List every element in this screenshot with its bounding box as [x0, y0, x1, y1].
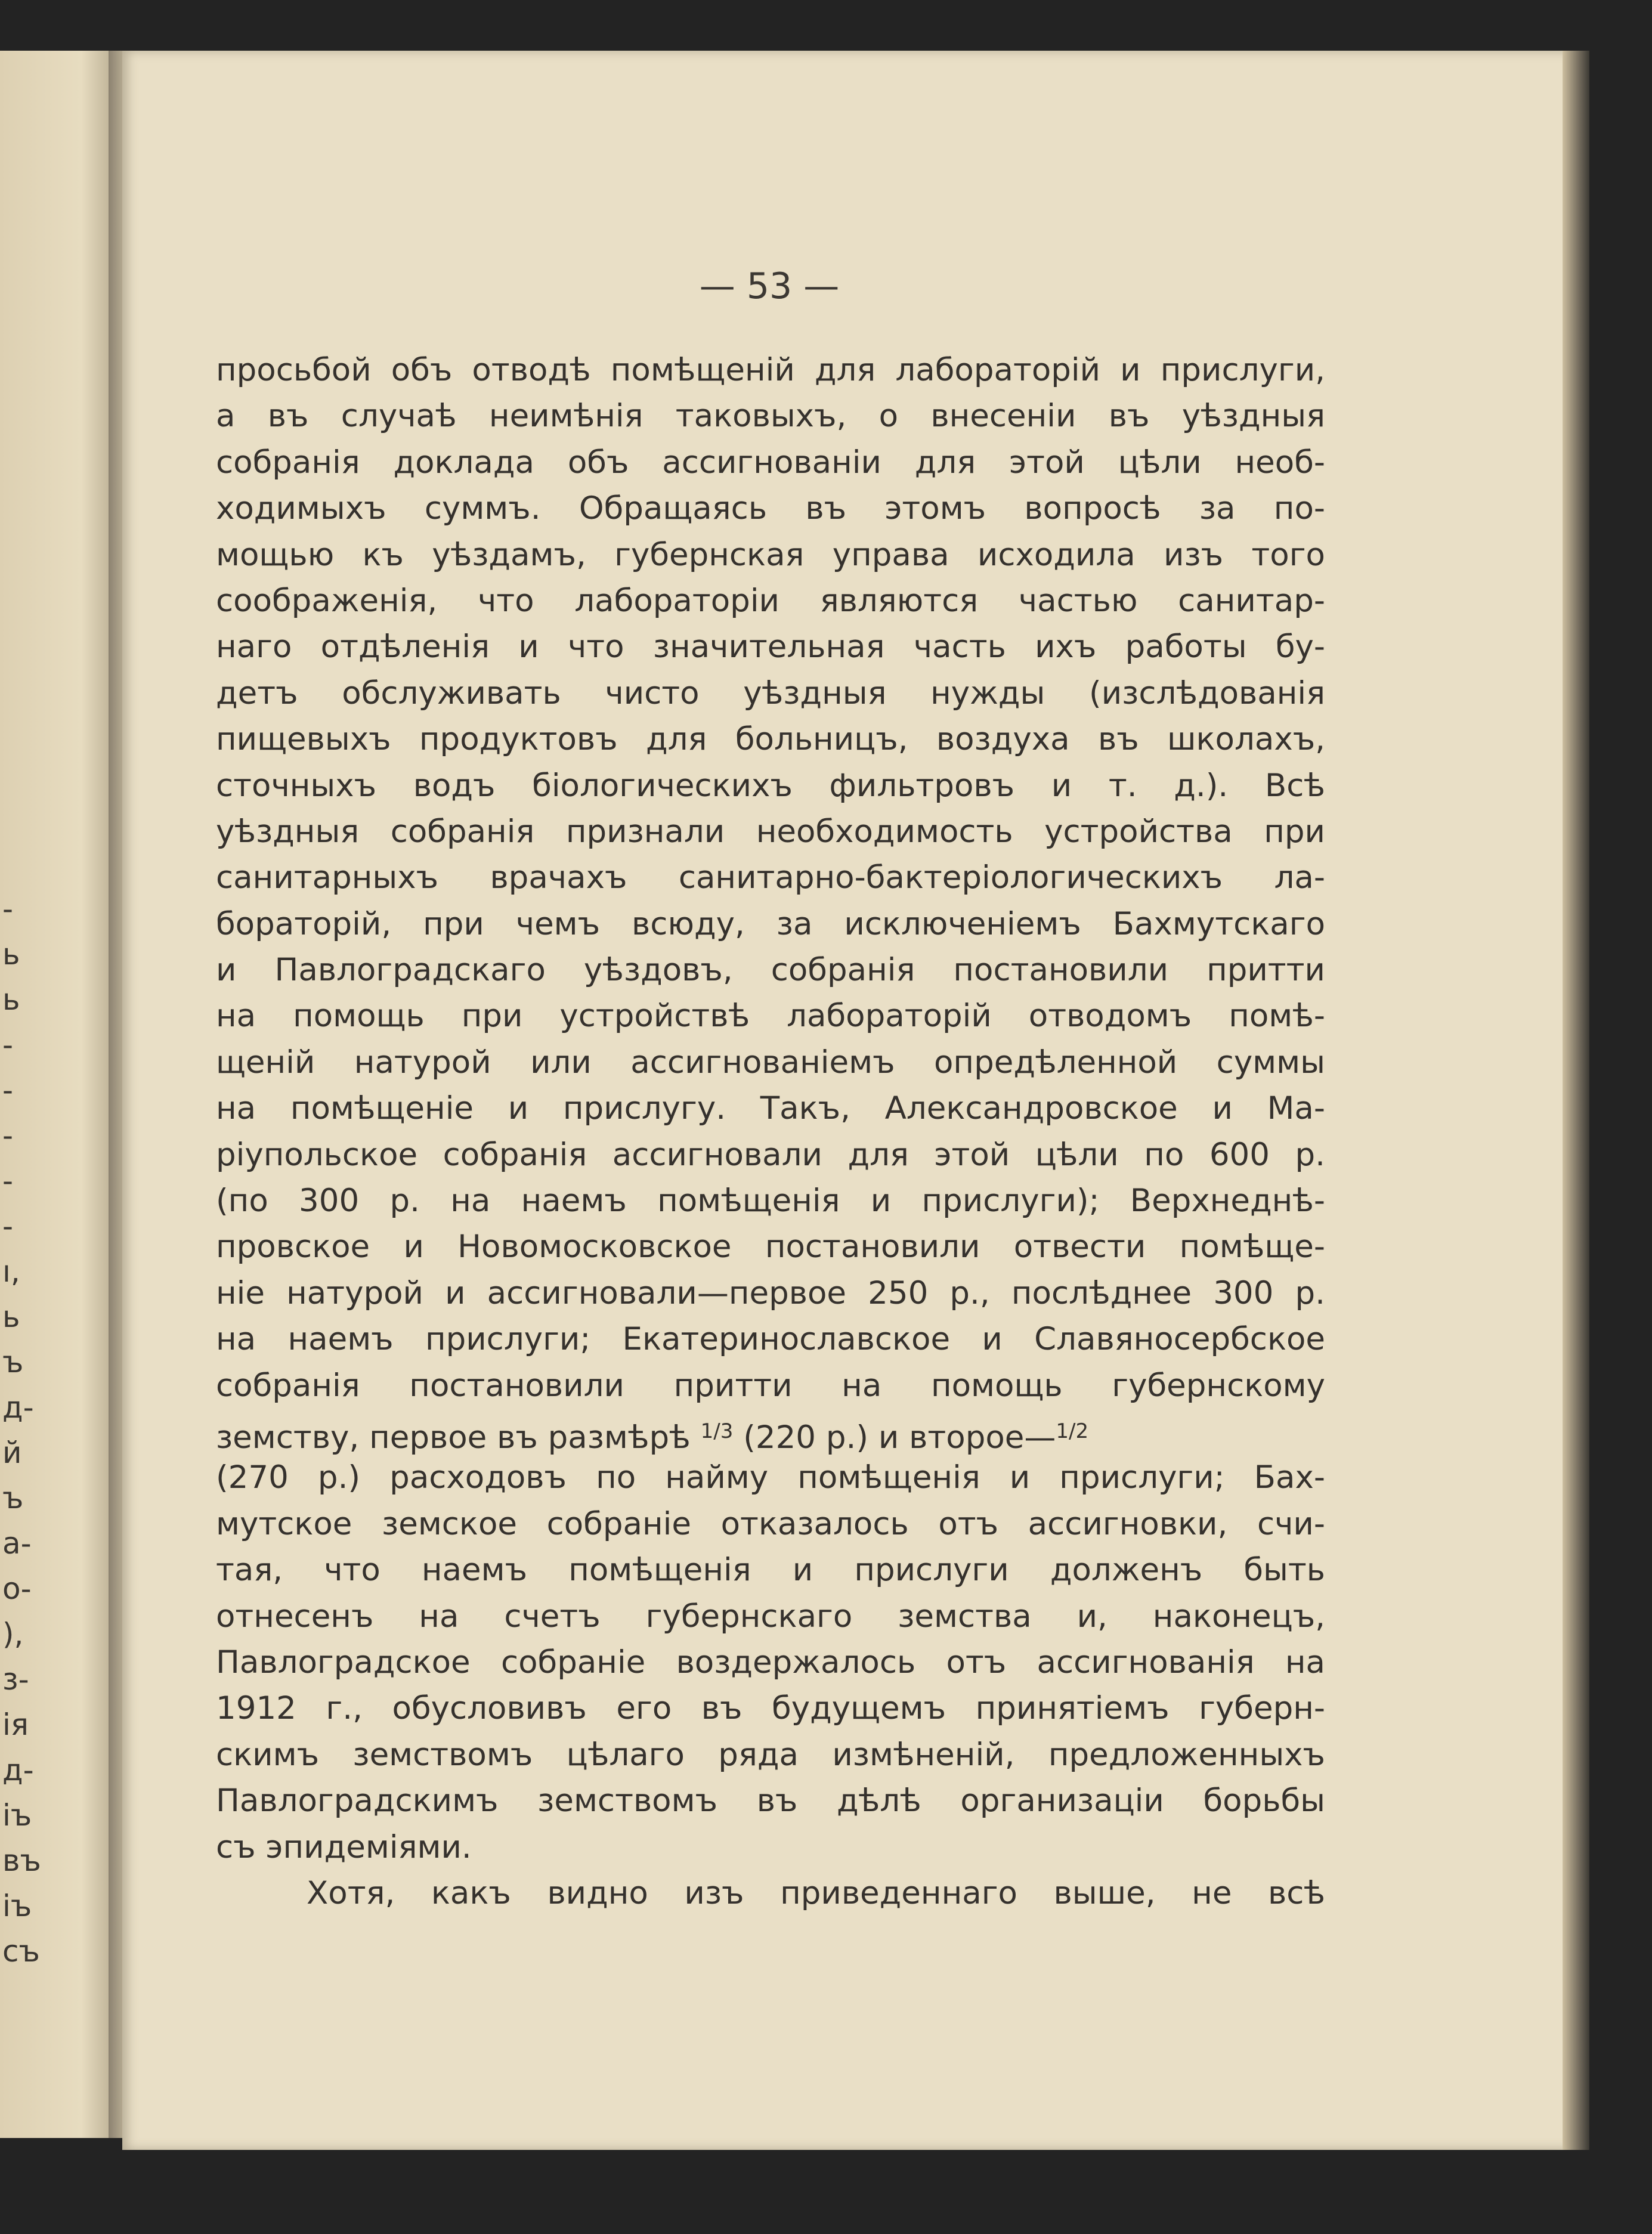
text-line: мутское земское собраніе отказалось отъ ассигновки, счи-	[216, 1505, 1325, 1542]
body-text	[216, 347, 1325, 1916]
facing-page	[0, 51, 116, 2138]
text-segment: земству, первое въ размѣрѣ	[216, 1419, 701, 1456]
text-line: просьбой объ отводѣ помѣщеній для лабораторій и прислуги,	[216, 352, 1325, 388]
fragment: й	[2, 1435, 22, 1470]
text-line: на помощь при устройствѣ лабораторій отводомъ помѣ-	[216, 998, 1325, 1035]
text-line: (270 р.) расходовъ по найму помѣщенія и прислуги; Бах-	[216, 1459, 1325, 1496]
fragment: съ	[2, 1934, 40, 1969]
fragment: ъ	[2, 1345, 24, 1379]
text-line: Хотя, какъ видно изъ приведеннаго выше, не всѣ	[307, 1874, 1325, 1911]
text-line: уѣздныя собранія признали необходимость устройства при	[216, 813, 1325, 850]
fraction-one-half: 1/2	[1056, 1419, 1089, 1443]
text-line: наго отдѣленія и что значительная часть ихъ работы бу-	[216, 629, 1325, 666]
fraction-one-third: 1/3	[700, 1419, 734, 1443]
text-line: съ эпидеміями.	[216, 1828, 472, 1865]
text-line: (по 300 р. на наемъ помѣщенія и прислуги); Верхнеднѣ-	[216, 1183, 1325, 1220]
fragment: ь	[2, 1299, 20, 1334]
text-line: соображенія, что лабораторіи являются частью санитар-	[216, 582, 1325, 619]
text-line: пищевыхъ продуктовъ для больницъ, воздуха въ школахъ,	[216, 721, 1325, 758]
text-line: Павлоградскимъ земствомъ въ дѣлѣ организаціи борьбы	[216, 1783, 1325, 1820]
text-line: ніе натурой и ассигновали—первое 250 р., послѣднее 300 р.	[216, 1274, 1325, 1311]
fragment: ъ	[2, 1481, 24, 1515]
text-line: 1912 г., обусловивъ его въ будущемъ принятіемъ губерн-	[216, 1690, 1325, 1727]
fragment: ),	[2, 1617, 24, 1651]
text-line: сточныхъ водъ біологическихъ фильтровъ и т. д.). Всѣ	[216, 767, 1325, 804]
facing-page-text-fragments	[0, 51, 116, 2138]
fragment: ія	[2, 1707, 29, 1742]
fragment: -	[2, 1073, 14, 1107]
fragment: іъ	[2, 1889, 32, 1923]
text-line: провское и Новомосковское постановили отвести помѣще-	[216, 1229, 1325, 1265]
page-edge	[1563, 51, 1589, 2150]
text-line: детъ обслуживать чисто уѣздныя нужды (изслѣдованія	[216, 674, 1325, 711]
text-line: собранія доклада объ ассигнованіи для этой цѣли необ-	[216, 444, 1325, 481]
text-line: скимъ земствомъ цѣлаго ряда измѣненій, предложенныхъ	[216, 1736, 1325, 1773]
text-line: на помѣщеніе и прислугу. Такъ, Александровское и Ма-	[216, 1090, 1325, 1127]
fragment: -	[2, 892, 14, 926]
fragment: -	[2, 1164, 14, 1198]
fragment: -	[2, 1028, 14, 1062]
text-line: собранія постановили притти на помощь губернскому	[216, 1367, 1325, 1404]
fragment: ь	[2, 982, 20, 1017]
fragment: іъ	[2, 1798, 32, 1833]
text-line: бораторій, при чемъ всюду, за исключеніемъ Бахмутскаго	[216, 905, 1325, 942]
text-line: тая, что наемъ помѣщенія и прислуги долженъ быть	[216, 1552, 1325, 1589]
fragment: ı,	[2, 1254, 20, 1289]
text-line: Павлоградское собраніе воздержалось отъ ассигнованія на	[216, 1644, 1325, 1681]
text-line: мощью къ уѣздамъ, губернская управа исходила изъ того	[216, 536, 1325, 573]
text-line: ріупольское собранія ассигновали для этой цѣли по 600 р.	[216, 1136, 1325, 1173]
text-line: а въ случаѣ неимѣнія таковыхъ, о внесеніи въ уѣздныя	[216, 398, 1325, 435]
text-line: ходимыхъ суммъ. Обращаясь въ этомъ вопросѣ за по-	[216, 490, 1325, 527]
fragment: д-	[2, 1753, 34, 1787]
fragment: ь	[2, 937, 20, 971]
fragment: -	[2, 1209, 14, 1243]
text-line: санитарныхъ врачахъ санитарно-бактеріологическихъ ла-	[216, 859, 1325, 896]
text-line-with-fractions	[216, 1409, 1325, 1455]
text-line: и Павлоградскаго уѣздовъ, собранія постановили притти	[216, 952, 1325, 989]
page-number: — 53 —	[699, 265, 840, 307]
text-line: на наемъ прислуги; Екатеринославское и Славяносербское	[216, 1321, 1325, 1358]
fragment: д-	[2, 1390, 34, 1425]
fragment: а-	[2, 1526, 32, 1561]
fragment: з-	[2, 1662, 29, 1697]
text-line: щеній натурой или ассигнованіемъ опредѣленной суммы	[216, 1044, 1325, 1081]
text-line: отнесенъ на счетъ губернскаго земства и, наконецъ,	[216, 1598, 1325, 1635]
fragment: въ	[2, 1843, 41, 1878]
fragment: о-	[2, 1571, 32, 1606]
text-segment: (220 р.) и второе—	[733, 1419, 1056, 1456]
fragment: -	[2, 1118, 14, 1153]
